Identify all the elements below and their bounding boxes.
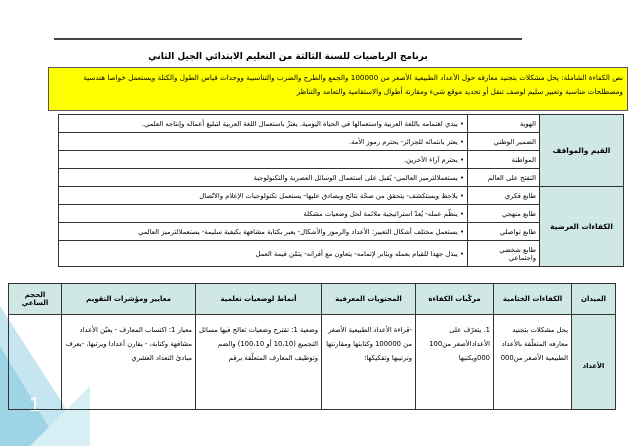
transversal-row [59,205,624,223]
value-description: • يبدي اهتمامه باللغة العربية واستعمالها في الحياة اليومية. يعتزّ باستعمال اللغة العربية لتبليغ أعماله وإنتاجه العلمي. [59,115,468,133]
final-competencies-header: الكفاءات الختامية [494,284,572,315]
header-row [9,284,616,315]
value-description: • يحترم آراء الآخرين. [59,151,468,169]
transversal-row [59,241,624,267]
transversal-description: • يستعمل مختلف أشكال التعبير: الأعداد والرموز والأشكال- يعبر بكتابة مشافهة بكيفية سليمة- يستعملالترميز العالمي [59,223,468,241]
transversal-name: طابع تواصلي [468,223,540,241]
content-cell: -قراءة الأعداد الطبيعية الأصغر من 100000 وكتابتها ومقارنتها وترتيبها وتفكيكها؛ [322,315,416,410]
final-competencies-cell: يحل مشكلات بتجنيد معارفه المتعلّقة بالأعداد الطبيعية الأصغر من000 [494,315,572,410]
evaluation-header: معايير ومؤشرات التقويم [62,284,196,315]
transversal-name: طابع منهجي [468,205,540,223]
global-competency-box: نص الكفاءة الشاملة: يحل مشكلات بتجنيد معارفه حول الأعداد الطبيعية الأصغر من 100000 والجمع والطرح والضرب والتناسبية ووحدات قياس الطول والكتلة ويستعمل خواصا هندسية ومصطلحات مناسبة وتعبير سليم لوصف تنقل أو تحديد موقع شيء ومقارنة أطوال والاستقامية والتعامد والتناظر [48,67,628,111]
evaluation-cell: معيار 1: اكتساب المعارف - يعيّن الأعداد مشافهة وكتابة، - يقارن أعدادا ويرتبها، -يعرف مبادئ التعداد العشري [62,315,196,410]
value-description: • يستعملالترميز العالمي- يُقبل على استعمال الوسائل العصرية والتكنولوجية [59,169,468,187]
page-number: 1 [29,394,41,416]
transversal-description: • يلاحظ ويستكشف- يتحقق من صحّة نتائج ويصادق عليها- يستعمل تكنولوجيات الإعلام والاتّصال [59,187,468,205]
values-row [59,151,624,169]
learning-patterns-header: أنماط لوضعيات تعلمية [196,284,322,315]
top-rule [54,38,522,40]
components-cell: 1. يتعرّف على الأعدادالأصغر من100 000ويكتبها [416,315,494,410]
transversal-row [59,223,624,241]
value-name: الضمير الوطني [468,133,540,151]
values-attitudes-label: القيم والمواقف [540,115,624,187]
values-competencies-table [58,114,624,267]
table-row [9,315,616,410]
value-name: المواطنة [468,151,540,169]
transversal-name: طابع فكري [468,187,540,205]
values-row [59,169,624,187]
curriculum-table [8,283,616,410]
value-name: التفتح على العالم [468,169,540,187]
content-header: المحتويات المعرفية [322,284,416,315]
volume-cell [9,315,62,410]
components-header: مركّبات الكفاءة [416,284,494,315]
value-description: • يعتز بانتمائه للجزائر- يحترم رموز الأمة. [59,133,468,151]
transversal-name: طابع شخصي واجتماعي [468,241,540,267]
transversal-row [59,187,624,205]
volume-header: الحجم الساعي [9,284,62,315]
page-title: برنامج الرياضيات للسنة الثالثة من التعليم الابتدائي الجيل الثاني [148,52,428,62]
domain-cell: الأعداد [572,315,616,410]
values-row [59,133,624,151]
values-row [59,115,624,133]
learning-patterns-cell: وضعية 1: تقترح وضعيات تعالج فيها مسائل التجميع (10،10 أو 100،10) والضم وتوظيف المعارف المتعلّقة برقم [196,315,322,410]
value-name: الهوية [468,115,540,133]
transversal-label: الكفاءات العرضية [540,187,624,267]
domain-header: الميدان [572,284,616,315]
transversal-description: • ينظّم عمله- يُعدّ استراتيجية ملائمة لحل وضعيات مشكلة [59,205,468,223]
transversal-description: • يبذل جهدا للقيام بعمله ويثابر لإتمامه- يتعاون مع أقرانه- يثمّن قيمة العمل [59,241,468,267]
